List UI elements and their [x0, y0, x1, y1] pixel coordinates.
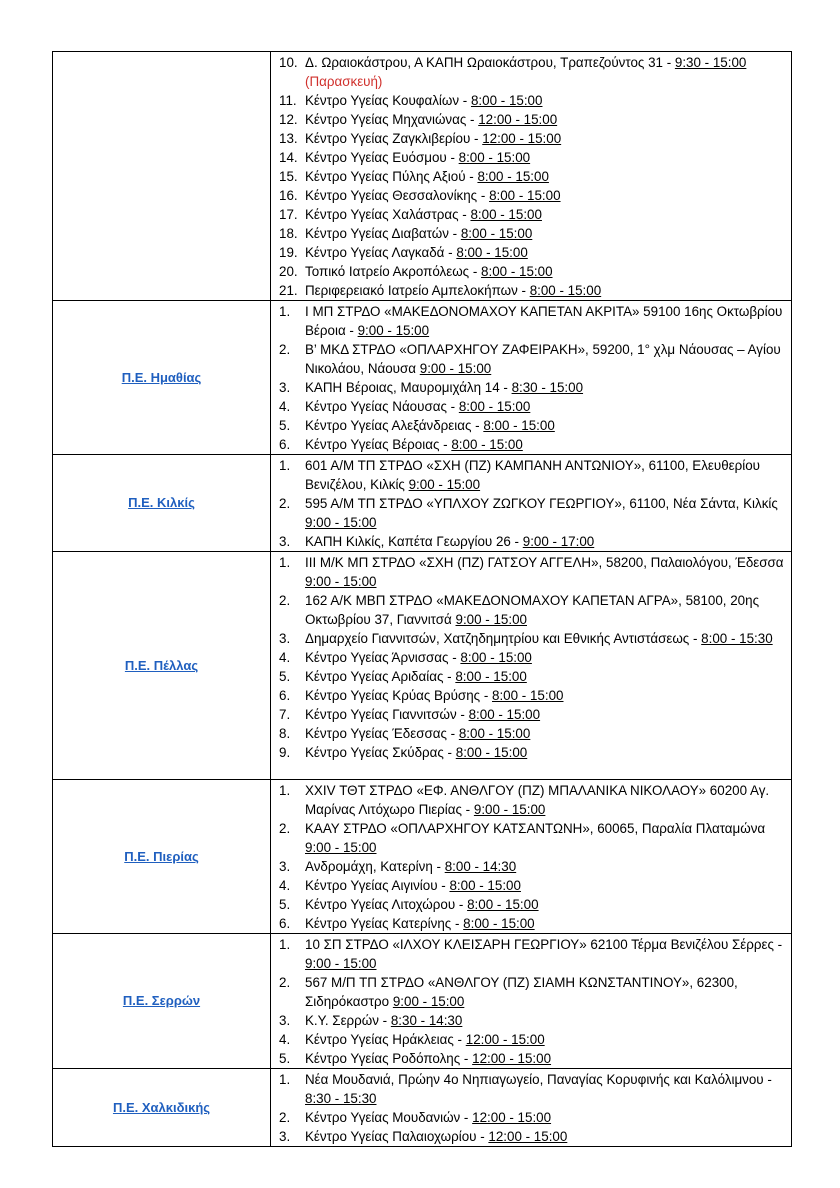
- location-text: ΚΑΠΗ Βέροιας, Μαυρομιχάλη 14 -: [305, 380, 508, 395]
- location-text: Ανδρομάχη, Κατερίνη -: [305, 859, 441, 874]
- list-item: [279, 1011, 785, 1030]
- item-number: 10.: [279, 55, 298, 70]
- item-number: 1.: [279, 555, 291, 570]
- list-item: [279, 167, 785, 186]
- location-text: Κέντρο Υγείας Χαλάστρας -: [305, 207, 467, 222]
- location-text: ΚΑΑΥ ΣΤΡΔΟ «ΟΠΛΑΡΧΗΓΟΥ ΚΑΤΣΑΝΤΩΝΗ», 60065, Παραλία Πλαταμώνα: [305, 821, 766, 836]
- item-number: 3.: [279, 631, 291, 646]
- location-text: Κέντρο Υγείας Μουδανιών -: [305, 1110, 469, 1125]
- region-row: [53, 1069, 792, 1147]
- opening-hours: 8:30 - 15:30: [305, 1091, 377, 1106]
- item-number: 19.: [279, 245, 298, 260]
- opening-hours: 9:00 - 15:00: [305, 515, 377, 530]
- list-item: [279, 205, 785, 224]
- opening-hours: 8:00 - 15:00: [492, 688, 564, 703]
- item-number: 11.: [279, 93, 297, 108]
- list-item: [279, 148, 785, 167]
- vaccination-points-table: [52, 51, 792, 1147]
- item-number: 14.: [279, 150, 298, 165]
- location-text: Νέα Μουδανιά, Πρώην 4ο Νηπιαγωγείο, Παναγίας Κορυφινής και Καλόλιμνου -: [305, 1072, 772, 1087]
- list-item: [279, 935, 785, 973]
- list-item: [279, 914, 785, 933]
- opening-hours: 12:00 - 15:00: [482, 131, 562, 146]
- opening-hours: 9:00 - 17:00: [522, 534, 595, 549]
- list-item: [279, 1127, 785, 1146]
- item-number: 13.: [279, 131, 298, 146]
- locations-list: [271, 301, 792, 455]
- location-text: 162 Α/Κ ΜΒΠ ΣΤΡΔΟ «ΜΑΚΕΔΟΝΟΜΑΧΟΥ ΚΑΠΕΤΑΝ ΑΓΡΑ», 58100, 20ης Οκτωβρίου 37, Γιαννιτσά: [305, 593, 760, 627]
- opening-hours: 8:00 - 15:00: [481, 264, 553, 279]
- location-text: Κέντρο Υγείας Έδεσσας -: [305, 726, 456, 741]
- list-item: [279, 973, 785, 1011]
- location-text: 567 Μ/Π ΤΠ ΣΤΡΔΟ «ΑΝΘΛΓΟΥ (ΠΖ) ΣΙΑΜΗ ΚΩΝΣΤΑΝΤΙΝΟΥ», 62300, Σιδηρόκαστρο: [305, 975, 738, 1009]
- region-cell: [53, 52, 271, 301]
- item-number: 3.: [279, 1013, 291, 1028]
- item-number: 21.: [279, 283, 298, 298]
- list-item: [279, 1030, 785, 1049]
- list-item: [279, 53, 785, 91]
- location-text: ΙΙΙ Μ/Κ ΜΠ ΣΤΡΔΟ «ΣΧΗ (ΠΖ) ΓΑΤΣΟΥ ΑΓΓΕΛΗ», 58200, Παλαιολόγου, Έδεσσα: [305, 555, 784, 570]
- opening-hours: 9:00 - 15:00: [455, 612, 527, 627]
- list-item: [279, 686, 785, 705]
- opening-hours: 8:00 - 15:00: [463, 916, 535, 931]
- list-item: [279, 494, 785, 532]
- region-cell: [53, 780, 271, 934]
- region-row: [53, 552, 792, 780]
- region-row: [53, 934, 792, 1069]
- list-item: [279, 378, 785, 397]
- location-text: 10 ΣΠ ΣΤΡΔΟ «ΙΛΧΟΥ ΚΛΕΙΣΑΡΗ ΓΕΩΡΓΙΟΥ» 62100 Τέρμα Βενιζέλου Σέρρες -: [305, 937, 783, 952]
- location-text: Τοπικό Ιατρείο Ακροπόλεως -: [305, 264, 478, 279]
- item-number: 16.: [279, 188, 298, 203]
- item-number: 3.: [279, 859, 291, 874]
- location-text: Κέντρο Υγείας Κατερίνης -: [305, 916, 460, 931]
- location-text: Β’ ΜΚΔ ΣΤΡΔΟ «ΟΠΛΑΡΧΗΓΟΥ ΖΑΦΕΙΡΑΚΗ», 59200, 1° χλμ Νάουσας – Αγίου Νικολάου, Νάουσα: [305, 342, 781, 376]
- item-number: 2.: [279, 496, 291, 511]
- region-cell: [53, 301, 271, 455]
- locations-list: [271, 52, 792, 301]
- opening-hours: 8:30 - 15:00: [511, 380, 584, 395]
- opening-hours: 8:00 - 15:00: [468, 707, 541, 722]
- item-number: 3.: [279, 380, 291, 395]
- location-text: ΧΧΙV ΤΘΤ ΣΤΡΔΟ «ΕΦ. ΑΝΘΛΓΟΥ (ΠΖ) ΜΠΑΛΑΝΙΚΑ ΝΙΚΟΛΑΟΥ» 60200 Αγ. Μαρίνας Λιτόχωρο Πιερίας -: [305, 783, 770, 817]
- location-text: 601 Α/Μ ΤΠ ΣΤΡΔΟ «ΣΧΗ (ΠΖ) ΚΑΜΠΑΝΗ ΑΝΤΩΝΙΟΥ», 61100, Ελευθερίου Βενιζέλου, Κιλκίς: [305, 458, 760, 492]
- location-text: Κέντρο Υγείας Άρνισσας -: [305, 650, 457, 665]
- item-number: 4.: [279, 650, 291, 665]
- region-link[interactable]: Π.Ε. Σερρών: [122, 993, 201, 1008]
- list-item: [279, 224, 785, 243]
- region-cell: [53, 1069, 271, 1147]
- region-row: [53, 455, 792, 552]
- item-number: 1.: [279, 937, 291, 952]
- opening-hours: 8:00 - 15:00: [460, 650, 532, 665]
- item-number: 3.: [279, 534, 291, 549]
- location-text: Περιφερειακό Ιατρείο Αμπελοκήπων -: [305, 283, 526, 298]
- location-text: Κ.Υ. Σερρών -: [305, 1013, 388, 1028]
- opening-hours: 8:00 - 15:00: [455, 669, 527, 684]
- list-item: [279, 629, 785, 648]
- item-number: 5.: [279, 897, 291, 912]
- location-text: Κέντρο Υγείας Πύλης Αξιού -: [305, 169, 474, 184]
- location-text: ΚΑΠΗ Κιλκίς, Καπέτα Γεωργίου 26 -: [305, 534, 520, 549]
- location-text: Κέντρο Υγείας Αριδαίας -: [305, 669, 452, 684]
- location-text: Κέντρο Υγείας Ευόσμου -: [305, 150, 455, 165]
- opening-hours: 12:00 - 15:00: [472, 1110, 552, 1125]
- item-number: 3.: [279, 1129, 291, 1144]
- location-text: Κέντρο Υγείας Κουφαλίων -: [305, 93, 468, 108]
- item-number: 4.: [279, 878, 291, 893]
- opening-hours: 9:00 - 15:00: [357, 323, 430, 338]
- location-text: Κέντρο Υγείας Ηράκλειας -: [305, 1032, 463, 1047]
- location-text: Κέντρο Υγείας Λαγκαδά -: [305, 245, 453, 260]
- item-number: 2.: [279, 593, 291, 608]
- item-number: 4.: [279, 399, 291, 414]
- location-text: Κέντρο Υγείας Αιγινίου -: [305, 878, 446, 893]
- opening-hours: 8:00 - 15:00: [449, 878, 521, 893]
- opening-hours: 9:00 - 15:00: [473, 802, 546, 817]
- location-text: Ι ΜΠ ΣΤΡΔΟ «ΜΑΚΕΔΟΝΟΜΑΧΟΥ ΚΑΠΕΤΑΝ ΑΚΡΙΤΑ» 59100 16ης Οκτωβρίου Βέροια -: [305, 304, 783, 338]
- list-item: [279, 302, 785, 340]
- region-row: [53, 780, 792, 934]
- locations-list: [271, 455, 792, 552]
- item-number: 5.: [279, 669, 291, 684]
- item-number: 1.: [279, 458, 291, 473]
- list-item: [279, 1108, 785, 1127]
- list-item: [279, 743, 785, 762]
- region-link[interactable]: Π.Ε. Ημαθίας: [121, 369, 202, 385]
- location-text: Κέντρο Υγείας Σκύδρας -: [305, 745, 453, 760]
- opening-hours: 8:00 - 15:30: [701, 631, 773, 646]
- location-text: Δ. Ωραιοκάστρου, Α ΚΑΠΗ Ωραιοκάστρου, Τραπεζούντος 31 -: [305, 55, 672, 70]
- list-item: [279, 129, 785, 148]
- item-number: 6.: [279, 688, 291, 703]
- location-text: Κέντρο Υγείας Μηχανιώνας -: [305, 112, 475, 127]
- locations-list: [271, 780, 792, 934]
- region-row: [53, 301, 792, 455]
- item-number: 18.: [279, 226, 298, 241]
- region-cell: [53, 552, 271, 780]
- opening-hours: 8:00 - 15:00: [483, 418, 555, 433]
- list-item: [279, 648, 785, 667]
- locations-list: [271, 934, 792, 1069]
- opening-hours: 8:30 - 14:30: [390, 1013, 463, 1028]
- opening-hours: 8:00 - 15:00: [455, 745, 528, 760]
- opening-hours: 8:00 - 15:00: [529, 283, 602, 298]
- opening-hours: 12:00 - 15:00: [488, 1129, 568, 1144]
- location-text: Κέντρο Υγείας Λιτοχώρου -: [305, 897, 464, 912]
- opening-hours: 9:00 - 15:00: [305, 574, 377, 589]
- region-link[interactable]: Π.Ε. Χαλκιδικής: [112, 1099, 211, 1115]
- region-row: [53, 52, 792, 301]
- item-number: 1.: [279, 304, 291, 319]
- opening-hours: 8:00 - 15:00: [458, 399, 531, 414]
- list-item: [279, 857, 785, 876]
- location-text: Κέντρο Υγείας Αλεξάνδρειας -: [305, 418, 480, 433]
- opening-hours: 8:00 - 15:00: [489, 188, 561, 203]
- list-item: [279, 819, 785, 857]
- opening-hours: 8:00 - 15:00: [470, 207, 542, 222]
- list-item: [279, 1049, 785, 1068]
- opening-hours: 9:00 - 15:00: [305, 956, 377, 971]
- region-link[interactable]: Π.Ε. Κιλκίς: [128, 495, 195, 510]
- location-text: Κέντρο Υγείας Κρύας Βρύσης -: [305, 688, 489, 703]
- list-item: [279, 1070, 785, 1108]
- opening-hours: 8:00 - 15:00: [456, 245, 528, 260]
- location-text: Κέντρο Υγείας Γιαννιτσών -: [305, 707, 465, 722]
- opening-hours: 8:00 - 14:30: [444, 859, 517, 874]
- location-text: Κέντρο Υγείας Βέροιας -: [305, 437, 448, 452]
- item-number: 17.: [279, 207, 298, 222]
- item-number: 2.: [279, 975, 291, 990]
- item-number: 12.: [279, 112, 298, 127]
- list-item: [279, 435, 785, 454]
- location-text: Κέντρο Υγείας Νάουσας -: [305, 399, 456, 414]
- item-number: 8.: [279, 726, 291, 741]
- list-item: [279, 591, 785, 629]
- list-item: [279, 110, 785, 129]
- item-number: 4.: [279, 1032, 291, 1047]
- list-item: [279, 91, 785, 110]
- list-item: [279, 724, 785, 743]
- location-text: Κέντρο Υγείας Παλαιοχωρίου -: [305, 1129, 485, 1144]
- opening-hours: 8:00 - 15:00: [477, 169, 549, 184]
- locations-list: [271, 1069, 792, 1147]
- opening-hours: 8:00 - 15:00: [451, 437, 523, 452]
- item-number: 5.: [279, 418, 291, 433]
- item-number: 7.: [279, 707, 291, 722]
- region-cell: [53, 455, 271, 552]
- opening-hours: 8:00 - 15:00: [458, 726, 531, 741]
- opening-hours: 9:00 - 15:00: [392, 994, 465, 1009]
- locations-list: [271, 552, 792, 780]
- item-number: 2.: [279, 342, 291, 357]
- opening-hours: 9:00 - 15:00: [419, 361, 492, 376]
- list-item: [279, 456, 785, 494]
- location-text: Κέντρο Υγείας Θεσσαλονίκης -: [305, 188, 486, 203]
- item-number: 15.: [279, 169, 298, 184]
- opening-hours: 12:00 - 15:00: [478, 112, 558, 127]
- region-cell: [53, 934, 271, 1069]
- location-text: 595 Α/Μ ΤΠ ΣΤΡΔΟ «ΥΠΛΧΟΥ ΖΩΓΚΟΥ ΓΕΩΡΓΙΟΥ», 61100, Νέα Σάντα, Κιλκίς: [305, 496, 778, 511]
- region-link[interactable]: Π.Ε. Πιερίας: [124, 848, 199, 864]
- location-text: Δημαρχείο Γιαννιτσών, Χατζηδημητρίου και Εθνικής Αντιστάσεως -: [305, 631, 698, 646]
- list-item: [279, 895, 785, 914]
- item-number: 1.: [279, 1072, 291, 1087]
- day-note: (Παρασκευή): [305, 74, 383, 89]
- opening-hours: 8:00 - 15:00: [467, 897, 539, 912]
- list-item: [279, 340, 785, 378]
- location-text: Κέντρο Υγείας Ζαγκλιβερίου -: [305, 131, 479, 146]
- opening-hours: 12:00 - 15:00: [472, 1051, 552, 1066]
- location-text: Κέντρο Υγείας Ροδόπολης -: [305, 1051, 469, 1066]
- region-link[interactable]: Π.Ε. Πέλλας: [124, 657, 199, 673]
- list-item: [279, 876, 785, 895]
- opening-hours: 8:00 - 15:00: [470, 93, 543, 108]
- item-number: 2.: [279, 1110, 291, 1125]
- list-item: [279, 781, 785, 819]
- list-item: [279, 553, 785, 591]
- opening-hours: 12:00 - 15:00: [465, 1032, 545, 1047]
- item-number: 2.: [279, 821, 291, 836]
- list-item: [279, 186, 785, 205]
- list-item: [279, 397, 785, 416]
- location-text: Κέντρο Υγείας Διαβατών -: [305, 226, 458, 241]
- opening-hours: 8:00 - 15:00: [458, 150, 531, 165]
- list-item: [279, 416, 785, 435]
- opening-hours: 9:00 - 15:00: [408, 477, 481, 492]
- list-item: [279, 243, 785, 262]
- opening-hours: 9:00 - 15:00: [305, 840, 377, 855]
- item-number: 6.: [279, 437, 291, 452]
- list-item: [279, 532, 785, 551]
- list-item: [279, 262, 785, 281]
- list-item: [279, 281, 785, 300]
- item-number: 6.: [279, 916, 291, 931]
- item-number: 9.: [279, 745, 291, 760]
- item-number: 1.: [279, 783, 291, 798]
- item-number: 20.: [279, 264, 298, 279]
- opening-hours: 8:00 - 15:00: [460, 226, 533, 241]
- list-item: [279, 667, 785, 686]
- list-item: [279, 705, 785, 724]
- item-number: 5.: [279, 1051, 291, 1066]
- opening-hours: 9:30 - 15:00: [674, 55, 747, 70]
